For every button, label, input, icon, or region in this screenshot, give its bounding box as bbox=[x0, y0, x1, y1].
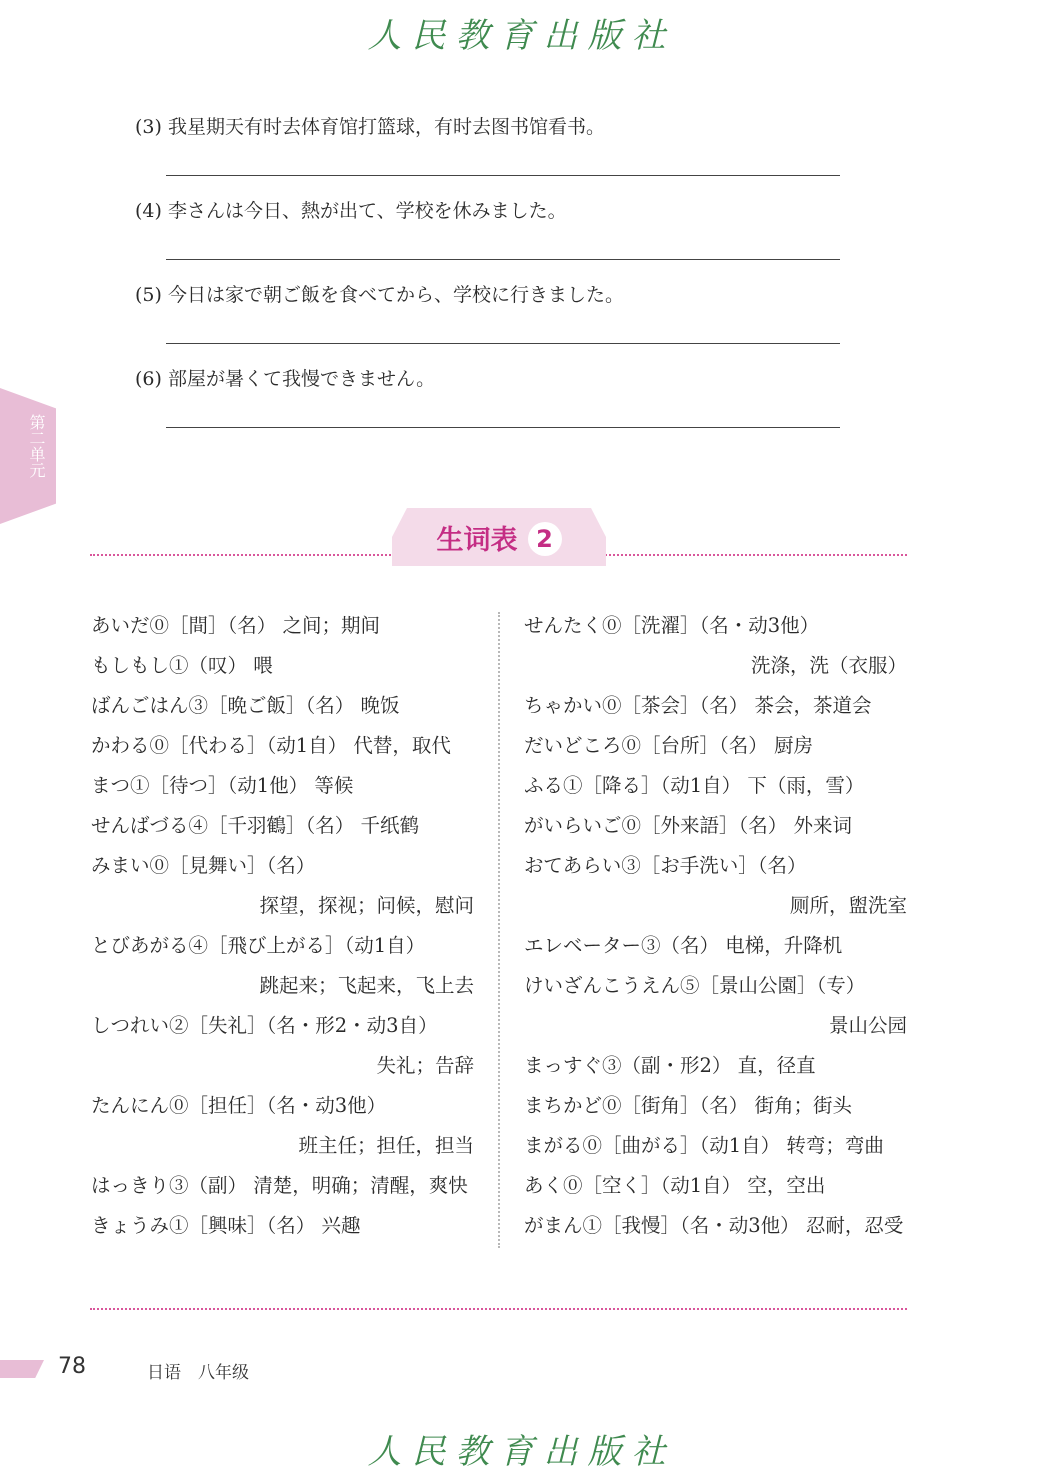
answer-line-3[interactable] bbox=[166, 175, 840, 176]
vocab-column-left bbox=[91, 610, 474, 1250]
exercise-text: 我星期天有时去体育馆打篮球，有时去图书馆看书。 bbox=[167, 116, 605, 138]
vocab-entry: がまん①［我慢］（名・动3他） 忍耐，忍受 bbox=[524, 1214, 904, 1237]
vocab-entry: エレベーター③（名） 电梯，升降机 bbox=[524, 934, 843, 957]
vocab-entry: けいざんこうえん⑤［景山公園］（专） bbox=[524, 974, 866, 997]
vocab-entry: まっすぐ③（副・形2） 直，径直 bbox=[524, 1054, 816, 1077]
exercise-text: 部屋が暑くて我慢できません。 bbox=[167, 368, 436, 390]
exercise-number: (3) bbox=[135, 116, 162, 138]
vocab-entry: がいらいご⓪［外来語］（名） 外来词 bbox=[524, 814, 852, 837]
vocab-entry: あく⓪［空く］（动1自） 空，空出 bbox=[524, 1174, 826, 1197]
vocab-entry-continuation: 跳起来；飞起来，飞上去 bbox=[259, 974, 474, 997]
vocab-entry: まがる⓪［曲がる］（动1自） 转弯；弯曲 bbox=[524, 1134, 884, 1157]
vocab-entry-continuation: 失礼；告辞 bbox=[376, 1054, 474, 1077]
vocab-entry-continuation: 景山公园 bbox=[828, 1014, 907, 1037]
vocab-entry: ふる①［降る］（动1自） 下（雨，雪） bbox=[524, 774, 865, 797]
book-title: 日语 八年级 bbox=[147, 1363, 249, 1383]
vocab-entry-continuation: 班主任；担任，担当 bbox=[298, 1134, 474, 1157]
vocab-entry: せんたく⓪［洗濯］（名・动3他） bbox=[524, 614, 820, 637]
page-number: 78 bbox=[58, 1354, 86, 1379]
vocab-title bbox=[392, 518, 606, 557]
answer-line-6[interactable] bbox=[166, 427, 840, 428]
vocab-entry: ばんごはん③［晩ご飯］（名） 晚饭 bbox=[91, 694, 400, 717]
exercise-5 bbox=[135, 280, 624, 307]
vocab-entry: かわる⓪［代わる］（动1自） 代替，取代 bbox=[91, 734, 451, 757]
vocab-entry: ちゃかい⓪［茶会］（名） 茶会，茶道会 bbox=[524, 694, 872, 717]
vocab-entry-continuation: 厕所，盥洗室 bbox=[789, 894, 907, 917]
vocab-column-right bbox=[524, 610, 907, 1250]
exercise-6 bbox=[135, 364, 435, 391]
vocab-entry: せんばづる④［千羽鶴］（名） 千纸鹤 bbox=[91, 814, 419, 837]
unit-side-tab-label: 第二单元 bbox=[27, 414, 46, 478]
vocab-entry-continuation: 探望，探视；问候，慰问 bbox=[259, 894, 474, 917]
vocab-title-text: 生词表 bbox=[436, 525, 518, 556]
vocab-entry: しつれい②［失礼］（名・形2・动3自） bbox=[91, 1014, 438, 1037]
vocab-entry: たんにん⓪［担任］（名・动3他） bbox=[91, 1094, 387, 1117]
vocab-entry-continuation: 洗涤，洗（衣服） bbox=[750, 654, 907, 677]
vocab-entry: おてあらい③［お手洗い］（名） bbox=[524, 854, 807, 877]
vocab-entry: はっきり③（副） 清楚，明确；清醒，爽快 bbox=[91, 1174, 468, 1197]
vocab-entry: きょうみ①［興味］（名） 兴趣 bbox=[91, 1214, 361, 1237]
exercise-text: 今日は家で朝ご飯を食べてから、学校に行きました。 bbox=[167, 284, 624, 306]
exercise-number: (5) bbox=[135, 284, 162, 306]
vocab-entry: あいだ⓪［間］（名） 之间；期间 bbox=[91, 614, 380, 637]
publisher-logo-top: 人民教育出版社 bbox=[367, 16, 676, 56]
exercise-number: (4) bbox=[135, 200, 162, 222]
vocab-entry: みまい⓪［見舞い］（名） bbox=[91, 854, 316, 877]
publisher-logo-bottom: 人民教育出版社 bbox=[367, 1432, 676, 1472]
vocab-number-badge: 2 bbox=[528, 522, 562, 556]
exercise-text: 李さんは今日、熱が出て、学校を休みました。 bbox=[167, 200, 567, 222]
answer-line-4[interactable] bbox=[166, 259, 840, 260]
exercise-3 bbox=[135, 112, 605, 139]
vocab-entry: まちかど⓪［街角］（名） 街角；街头 bbox=[524, 1094, 852, 1117]
vocab-entry: だいどころ⓪［台所］（名） 厨房 bbox=[524, 734, 813, 757]
vocab-entry: とびあがる④［飛び上がる］（动1自） bbox=[91, 934, 426, 957]
section-divider-bottom bbox=[90, 1308, 907, 1310]
exercise-number: (6) bbox=[135, 368, 162, 390]
column-divider bbox=[498, 612, 500, 1248]
answer-line-5[interactable] bbox=[166, 343, 840, 344]
exercise-4 bbox=[135, 196, 567, 223]
vocab-entry: まつ①［待つ］（动1他） 等候 bbox=[91, 774, 354, 797]
vocab-entry: もしもし①（叹） 喂 bbox=[91, 654, 273, 677]
page-number-bar bbox=[0, 1360, 44, 1378]
